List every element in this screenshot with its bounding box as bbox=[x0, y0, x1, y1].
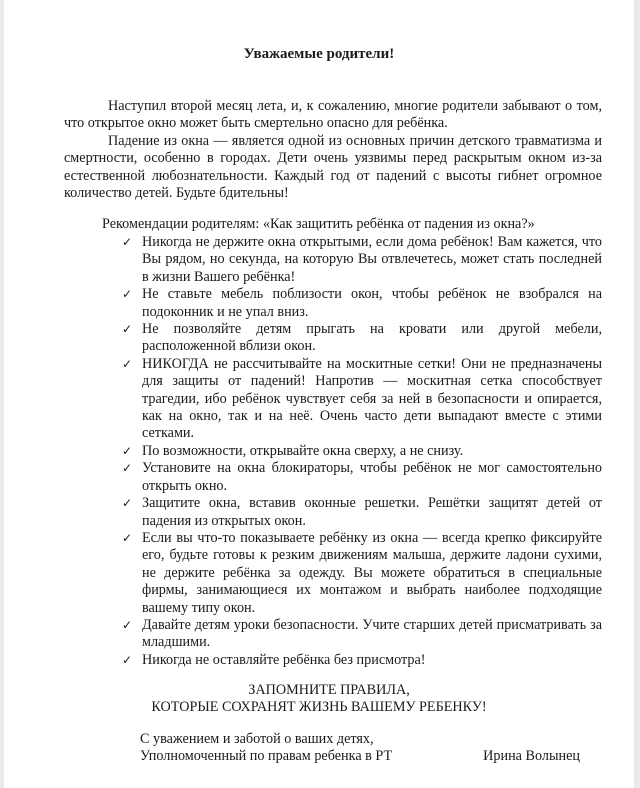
list-item bbox=[118, 652, 602, 669]
signature-block bbox=[140, 731, 580, 766]
remember-line-1: ЗАПОМНИТЕ ПРАВИЛА, bbox=[248, 682, 410, 698]
check-icon: ✓ bbox=[122, 322, 133, 337]
list-item-text: Защитите окна, вставив оконные решетки. Решётки защитят детей от падения из открытых окон. bbox=[142, 495, 602, 529]
recommendations-list bbox=[118, 234, 602, 669]
signature-name: Ирина Волынец bbox=[483, 748, 580, 765]
list-item-text: По возможности, открывайте окна сверху, а не снизу. bbox=[142, 442, 464, 459]
list-item-text: Давайте детям уроки безопасности. Учите старших детей присматривать за младшими. bbox=[142, 616, 602, 651]
recommendations-heading: Рекомендации родителям: «Как защитить ребёнка от падения из окна?» bbox=[102, 216, 535, 232]
list-item bbox=[118, 495, 602, 530]
paragraph-falls: Падение из окна — является одной из основных причин детского травматизма и смертности, особенно в городах. Дети очень уязвимы перед раскрытым окном из-за естественной любознательности. Каждый год от падений с высоты гибнет огромное количество детей. Будьте бдительны! bbox=[64, 132, 602, 202]
list-item bbox=[118, 286, 602, 321]
check-icon: ✓ bbox=[122, 287, 133, 302]
check-icon: ✓ bbox=[122, 356, 133, 371]
remember-rules-block bbox=[4, 682, 634, 717]
list-item bbox=[118, 617, 602, 652]
list-item bbox=[118, 321, 602, 356]
list-item-text: Никогда не оставляйте ребёнка без присмотра! bbox=[142, 651, 426, 668]
list-item bbox=[118, 530, 602, 617]
check-icon: ✓ bbox=[122, 652, 133, 667]
document-page bbox=[4, 0, 634, 788]
intro-text bbox=[64, 98, 602, 202]
check-icon: ✓ bbox=[122, 443, 133, 458]
check-icon: ✓ bbox=[122, 530, 133, 545]
remember-line-2: КОТОРЫЕ СОХРАНЯТ ЖИЗНЬ ВАШЕМУ РЕБЕНКУ! bbox=[151, 699, 487, 716]
list-item-text: Не ставьте мебель поблизости окон, чтобы ребёнок не взобрался на подоконник и не упал вниз. bbox=[142, 286, 602, 320]
check-icon: ✓ bbox=[122, 496, 133, 511]
paragraph-intro: Наступил второй месяц лета, и, к сожалению, многие родители забывают о том, что открытое окно может быть смертельно опасно для ребёнка. bbox=[64, 98, 602, 132]
check-icon: ✓ bbox=[122, 617, 133, 632]
list-item bbox=[118, 356, 602, 443]
signature-position: Уполномоченный по правам ребенка в РТ bbox=[140, 748, 393, 765]
list-item-text: Установите на окна блокираторы, чтобы ребёнок не мог самостоятельно открыть окно. bbox=[142, 460, 602, 494]
list-item bbox=[118, 443, 602, 460]
list-item-text: Если вы что-то показываете ребёнку из окна — всегда крепко фиксируйте его, будьте готовы к резким движениям малыша, держите ладони сухими, не держите ребёнка за одежду. Вы можете обратиться в специальные фирмы, занимающиеся их монтажом и выбрать наиболее подходящие вашему типу окон. bbox=[142, 529, 602, 616]
list-item bbox=[118, 234, 602, 286]
document-title: Уважаемые родители! bbox=[243, 46, 395, 62]
list-item-text: Никогда не держите окна открытыми, если дома ребёнок! Вам кажется, что Вы рядом, но секунда, на которую Вы отвлечетесь, может стать последней в жизни Вашего ребёнка! bbox=[142, 234, 602, 285]
list-item-text: Не позволяйте детям прыгать на кровати или другой мебели, расположенной вблизи окон. bbox=[142, 321, 602, 355]
check-icon: ✓ bbox=[122, 461, 133, 476]
list-item-text: НИКОГДА не рассчитывайте на москитные сетки! Они не предназначены для защиты от падений! Напротив — москитная сетка способствует трагедии, ибо ребёнок чувствует себя за ней в безопасности и опирается, как на окно, так и на неё. Очень часто дети выпадают вместе с этими сетками. bbox=[142, 355, 602, 442]
check-icon: ✓ bbox=[122, 235, 133, 249]
signature-greeting: С уважением и заботой о ваших детях, bbox=[140, 731, 374, 747]
list-item bbox=[118, 460, 602, 495]
